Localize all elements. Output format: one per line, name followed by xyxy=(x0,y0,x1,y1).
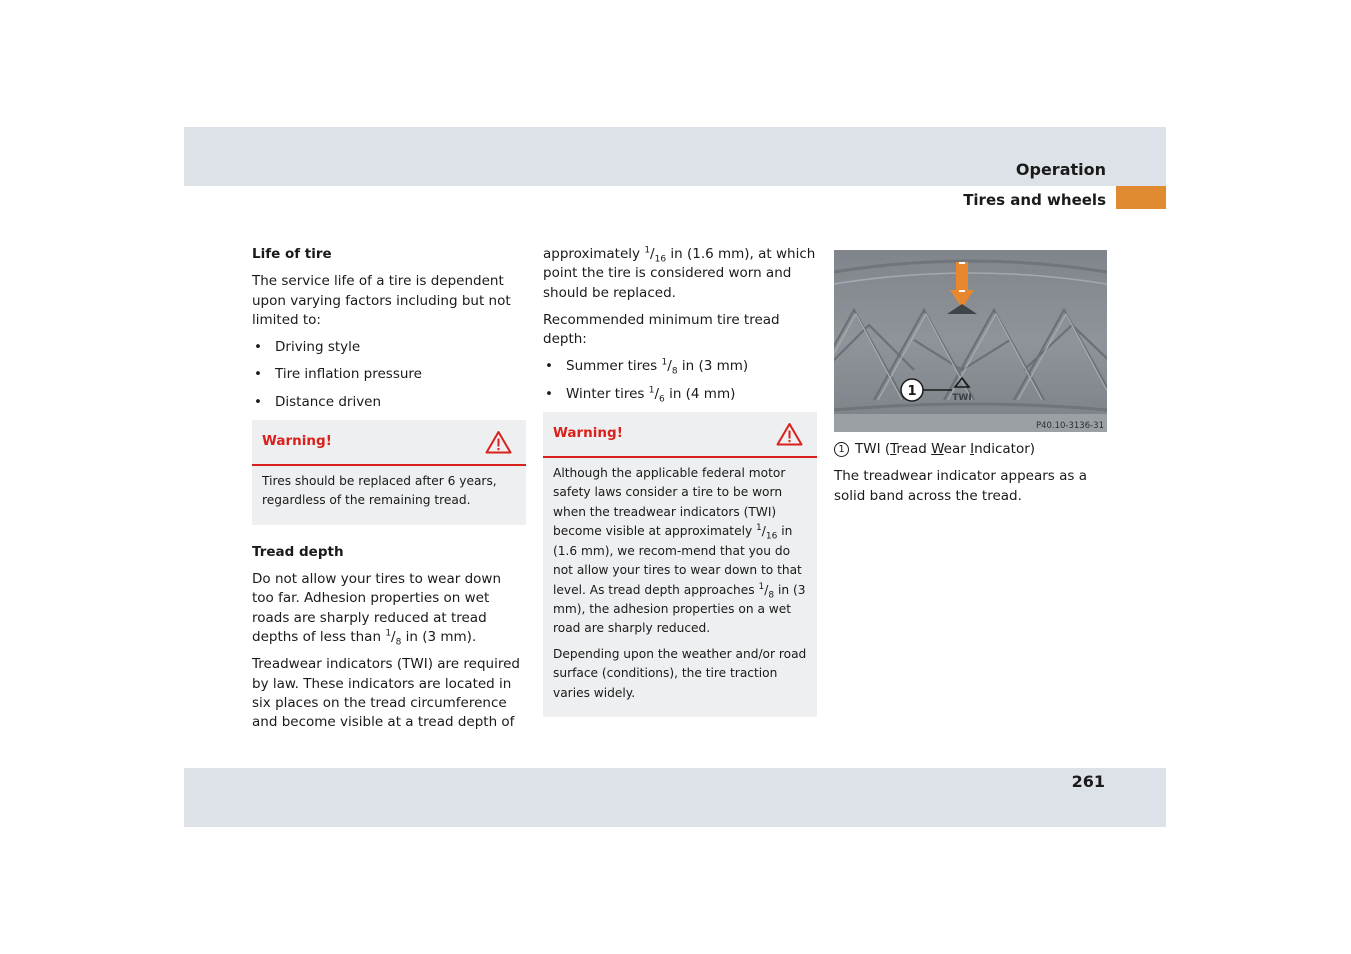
list-item: • Distance driven xyxy=(252,393,526,412)
list-item: • Driving style xyxy=(252,338,526,357)
subsection-title: Tires and wheels xyxy=(963,191,1106,209)
twi-mark: TWI xyxy=(952,393,972,403)
paragraph-solid-band: The treadwear indicator appears as a solid band across the tread. xyxy=(834,468,1088,504)
list-item-winter: • Winter tires $^1/_6$ in (4 mm) xyxy=(543,385,817,404)
list-item: • Tire inflation pressure xyxy=(252,365,526,384)
warning-triangle-icon xyxy=(776,422,803,446)
figure-callout: 1 xyxy=(907,384,917,399)
list-item-summer: • Summer tires $^1/_8$ in (3 mm) xyxy=(543,357,817,376)
paragraph-twi: Treadwear indicators (TWI) are required by law. These indicators are located in six places on the tread circumference and become visible at a tread depth of xyxy=(252,656,520,731)
section-title: Operation xyxy=(1015,160,1106,179)
paragraph-min-depth: Recommended minimum tire tread depth: xyxy=(543,311,780,348)
column-3 xyxy=(834,250,1108,514)
footer-band xyxy=(184,768,1166,827)
warning-text-2: Depending upon the weather and/or road surface (conditions), the tire traction varies widely. xyxy=(553,646,807,700)
paragraph-life: The service life of a tire is dependent upon varying factors including but not limited to: xyxy=(252,273,511,328)
warning-box-tread xyxy=(543,412,817,717)
paragraph-tread-depth: Do not allow your tires to wear down too far. Adhesion properties on wet roads are sharply reduced at tread depths of less than $^1/_8$ in (3 mm). xyxy=(252,571,502,648)
column-1 xyxy=(252,245,526,741)
page-number: 261 xyxy=(1071,772,1105,791)
warning-label: Warning! xyxy=(553,425,623,442)
heading-life-of-tire: Life of tire xyxy=(252,246,332,262)
heading-tread-depth: Tread depth xyxy=(252,543,344,560)
warning-text-1: Although the applicable federal motor safety laws consider a tire to be worn when the treadwear indicators (TWI) become visible at approximately $^1/_{16}$ in (1.6 mm), we recom-mend that you do not allow your tires to wear down to that level. As tread depth approaches $^1/_8$ in (3 mm), the adhesion properties on a wet road are sharply reduced. xyxy=(553,466,806,636)
warning-body xyxy=(543,458,817,717)
section-tab-marker xyxy=(1116,186,1166,209)
paragraph-continued: approximately $^1/_{16}$ in (1.6 mm), at which point the tire is considered worn and should be replaced. xyxy=(543,245,816,301)
figure-code: P40.10-3136-31 xyxy=(1035,421,1104,431)
figure-legend: 1 TWI (Tread Wear Indicator) xyxy=(834,440,1108,459)
warning-header xyxy=(543,412,817,458)
warning-body xyxy=(252,466,526,525)
tire-tread-figure xyxy=(834,250,1107,432)
warning-triangle-icon xyxy=(485,430,512,454)
warning-label: Warning! xyxy=(262,433,332,450)
factor-list xyxy=(252,338,526,412)
legend-number: 1 xyxy=(834,442,849,457)
warning-text: Tires should be replaced after 6 years, regardless of the remaining tread. xyxy=(262,474,497,508)
warning-box-tire-age xyxy=(252,420,526,525)
warning-header xyxy=(252,420,526,466)
column-2 xyxy=(543,245,817,735)
tread-depth-list xyxy=(543,357,817,404)
